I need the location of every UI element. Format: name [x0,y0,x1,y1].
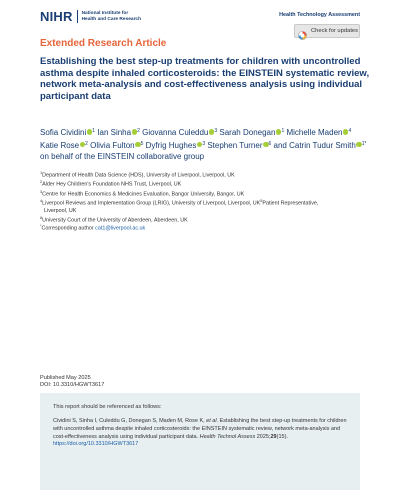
author-name: Sarah Donegan [219,128,276,137]
citation-volume: 29 [270,433,277,440]
author-name: Katie Rose [40,140,80,150]
author-name: Dyfrig Hughes [145,140,197,150]
crossmark-icon [298,27,307,36]
affiliation-2: $^2$Alder Hey Children's Foundation NHS Trust, Liverpool, UK [40,180,182,188]
publication-info [40,375,104,389]
author-10: and Catrin Tudur Smith $^{1*}$ [273,140,367,150]
nihr-logo [40,9,141,24]
author-1: Sofia Cividini $^1$ [40,128,96,137]
author-name: Giovanna Culeddu [142,128,209,137]
affiliation-6: $^6$University Court of the University of Aberdeen, Aberdeen, UK [40,215,188,224]
logo-line-2: Health and Care Research [81,16,142,22]
author-name: Ian Sinha [97,128,132,137]
author-2: Ian Sinha $^2$ [97,128,140,137]
affiliation-4-continued: Liverpool, UK [44,207,77,214]
author-5: Michelle Maden $^4$ [286,128,352,137]
doi: DOI: 10.3310/HGWT3617 [40,382,105,389]
author-8: Dyfrig Hughes $^3$ [145,140,206,150]
article-type: Extended Research Article [40,38,167,49]
check-for-updates-button[interactable] [294,24,360,38]
published-date: Published May 2025 [40,375,91,381]
citation-intro: This report should be referenced as follows: [53,404,162,410]
email-link[interactable]: cat1@liverpool.ac.uk [95,225,146,232]
logo-mark: NIHR [40,9,73,24]
citation-doi-link[interactable]: https://doi.org/10.3310/HGWT3617 [53,441,139,448]
author-3: Giovanna Culeddu $^3$ [142,128,218,137]
affiliations [40,170,370,224]
citation-journal: Health Technol Assess [199,433,256,440]
author-name: Michelle Maden [286,128,343,137]
author-list [40,126,370,162]
citation-text: Cividini S, Sinha I, Culeddu G, Donegan S, Maden M, Rose K, et al. Establishing the best step-up treatments for children with uncontrolled asthma despite inhaled corticosteroids: the EINSTEIN systematic review, network meta-analysis and cost-effectiveness analysis using individual participant data. Health Technol Assess 2025;29(15). https://doi.org/10.3310/HGWT3617 [53,418,347,448]
corresponding-author: *Corresponding author cat1@liverpool.ac.uk [40,224,146,232]
author-4: Sarah Donegan $^1$ [219,128,285,137]
author-7: Olivia Fulton $^5$ [90,140,144,150]
article-title: Establishing the best step-up treatments for children with uncontrolled asthma despite inhaled corticosteroids: the EINSTEIN systematic review, network meta-analysis and cost-effectiveness analysis using individual participant data [40,56,370,102]
authors-suffix: on behalf of the EINSTEIN collaborative group [40,151,205,161]
affiliation-1: $^1$Department of Health Data Science (HDS), University of Liverpool, Liverpool, UK [40,171,235,179]
affiliation-3: $^3$Centre for Health Economics & Medicines Evaluation, Bangor University, Bangor, UK [40,189,245,198]
author-name: Olivia Fulton [90,140,135,150]
author-6: Katie Rose $^2$ [40,140,88,150]
check-for-updates-label: Check for updates [311,28,359,34]
journal-name: Health Technology Assessment [279,12,360,18]
author-name: and Catrin Tudur Smith [273,140,356,150]
citation-box [40,393,360,490]
author-9: Stephen Turner $^6$ [207,140,272,150]
logo-divider [77,10,78,23]
logo-line-1: National Institute for [81,10,129,16]
author-name: Stephen Turner [207,140,263,150]
affiliation-4: $^4$Liverpool Reviews and Implementation Group (LRIG), University of Liverpool, Liverpool, UK$^5$Patient Representative, [40,199,319,207]
logo-text [82,11,141,22]
author-name: Sofia Cividini [40,128,87,137]
